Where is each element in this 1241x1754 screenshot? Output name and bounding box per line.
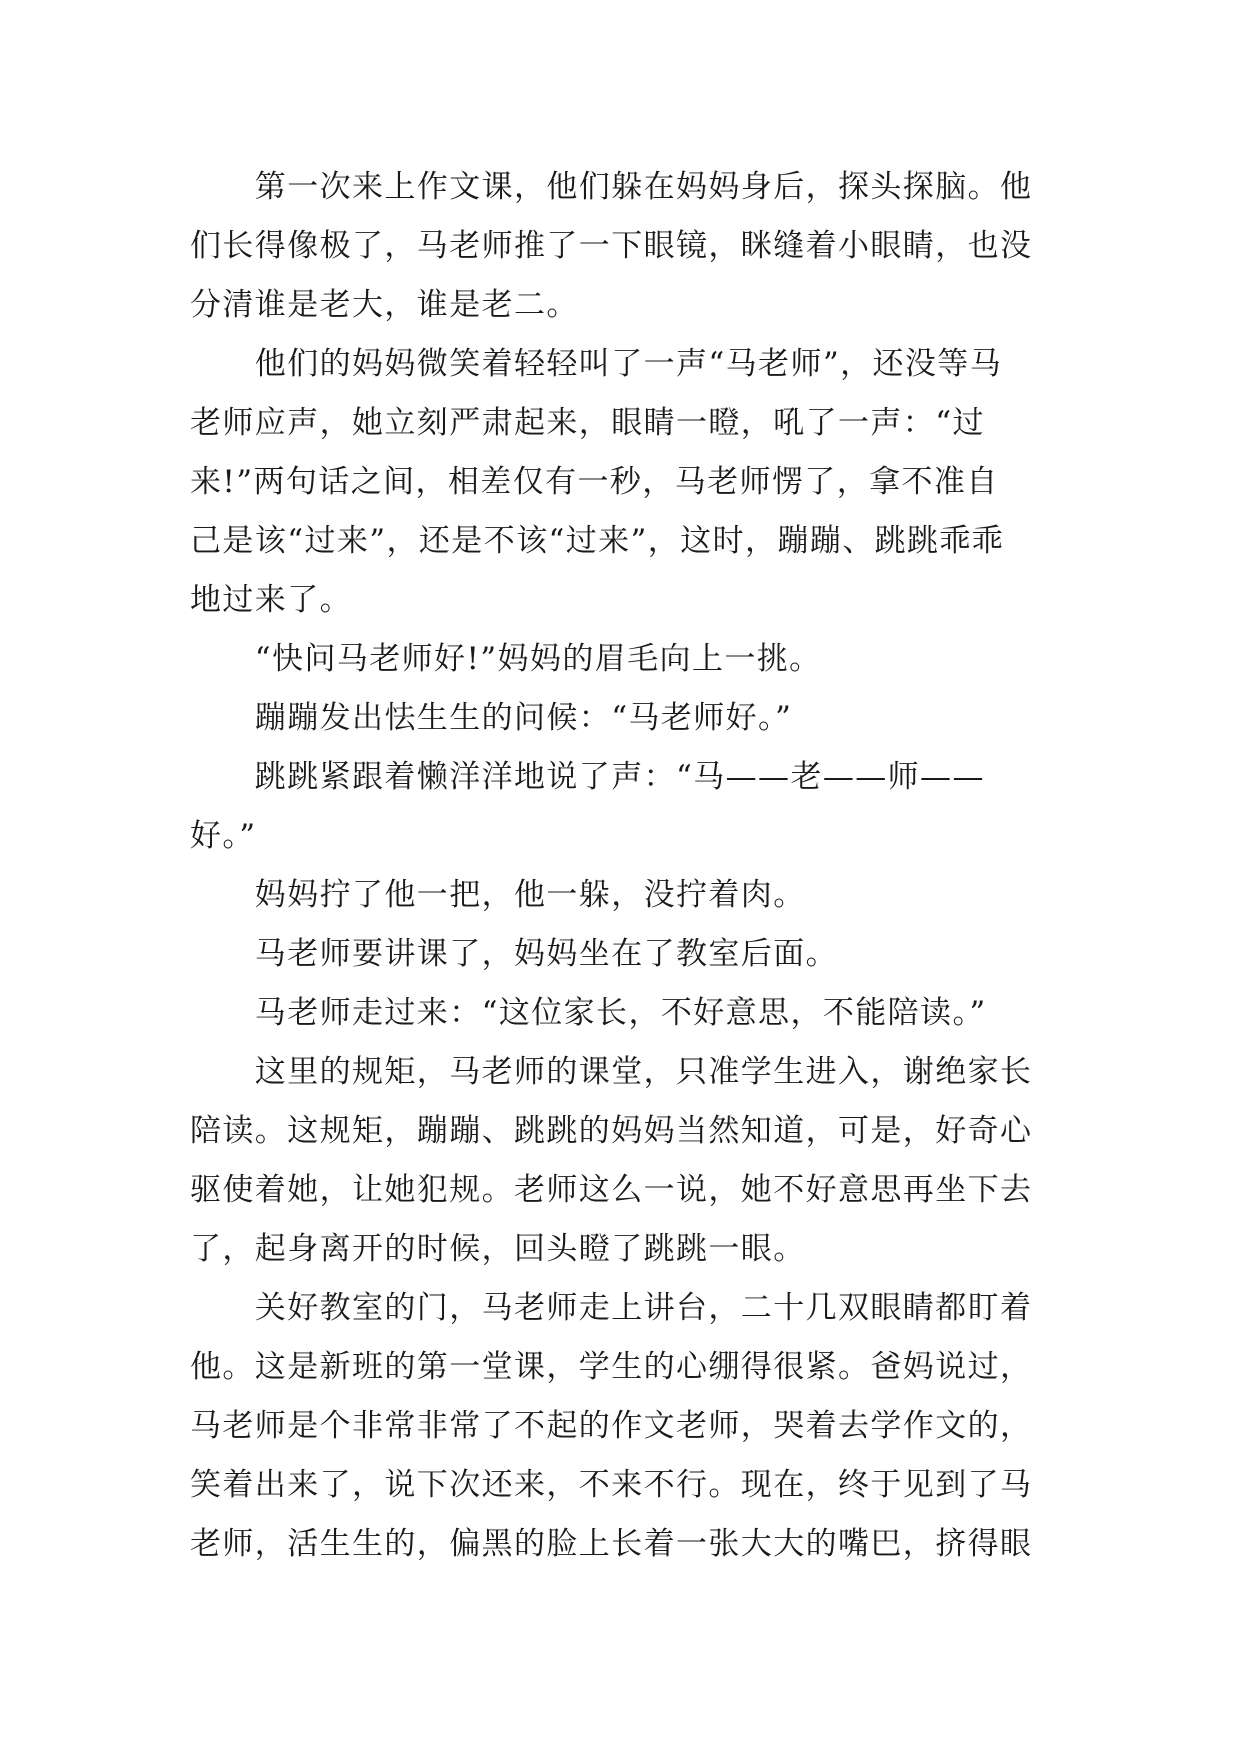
text-line: 来!”两句话之间，相差仅有一秒，马老师愣了，拿不准自 — [190, 464, 999, 500]
text-line: 老师，活生生的，偏黑的脸上长着一张大大的嘴巴，挤得眼 — [190, 1526, 1033, 1562]
text-line: 第一次来上作文课，他们躲在妈妈身后，探头探脑。他 — [190, 169, 1033, 205]
body-text — [190, 158, 1060, 1574]
text-line: 他们的妈妈微笑着轻轻叫了一声“马老师”，还没等马 — [190, 346, 1003, 382]
text-line: 他。这是新班的第一堂课，学生的心绷得很紧。爸妈说过， — [190, 1349, 1033, 1385]
text-line: 们长得像极了，马老师推了一下眼镜，眯缝着小眼睛，也没 — [190, 228, 1033, 264]
text-line: 好。” — [190, 818, 257, 854]
text-line: 老师应声，她立刻严肃起来，眼睛一瞪，吼了一声：“过 — [190, 405, 985, 441]
text-line: 这里的规矩，马老师的课堂，只准学生进入，谢绝家长 — [190, 1054, 1033, 1090]
text-line: 马老师是个非常非常了不起的作文老师，哭着去学作文的， — [190, 1408, 1033, 1444]
text-line: 陪读。这规矩，蹦蹦、跳跳的妈妈当然知道，可是，好奇心 — [190, 1113, 1033, 1149]
text-line: 妈妈拧了他一把，他一躲，没拧着肉。 — [190, 877, 806, 913]
text-line: 己是该“过来”，还是不该“过来”，这时，蹦蹦、跳跳乖乖 — [190, 523, 1005, 559]
text-line: “快问马老师好!”妈妈的眉毛向上一挑。 — [190, 641, 822, 677]
text-line: 马老师要讲课了，妈妈坐在了教室后面。 — [190, 936, 838, 972]
text-line: 蹦蹦发出怯生生的问候：“马老师好。” — [190, 700, 793, 736]
text-line: 地过来了。 — [190, 582, 352, 618]
text-line: 马老师走过来：“这位家长，不好意思，不能陪读。” — [190, 995, 987, 1031]
text-line: 了，起身离开的时候，回头瞪了跳跳一眼。 — [190, 1231, 806, 1267]
text-line: 跳跳紧跟着懒洋洋地说了声：“马——老——师—— — [190, 759, 985, 795]
text-line: 关好教室的门，马老师走上讲台，二十几双眼睛都盯着 — [190, 1290, 1033, 1326]
text-line: 笑着出来了，说下次还来，不来不行。现在，终于见到了马 — [190, 1467, 1033, 1503]
text-line: 驱使着她，让她犯规。老师这么一说，她不好意思再坐下去 — [190, 1172, 1033, 1208]
text-line: 分清谁是老大，谁是老二。 — [190, 287, 579, 323]
